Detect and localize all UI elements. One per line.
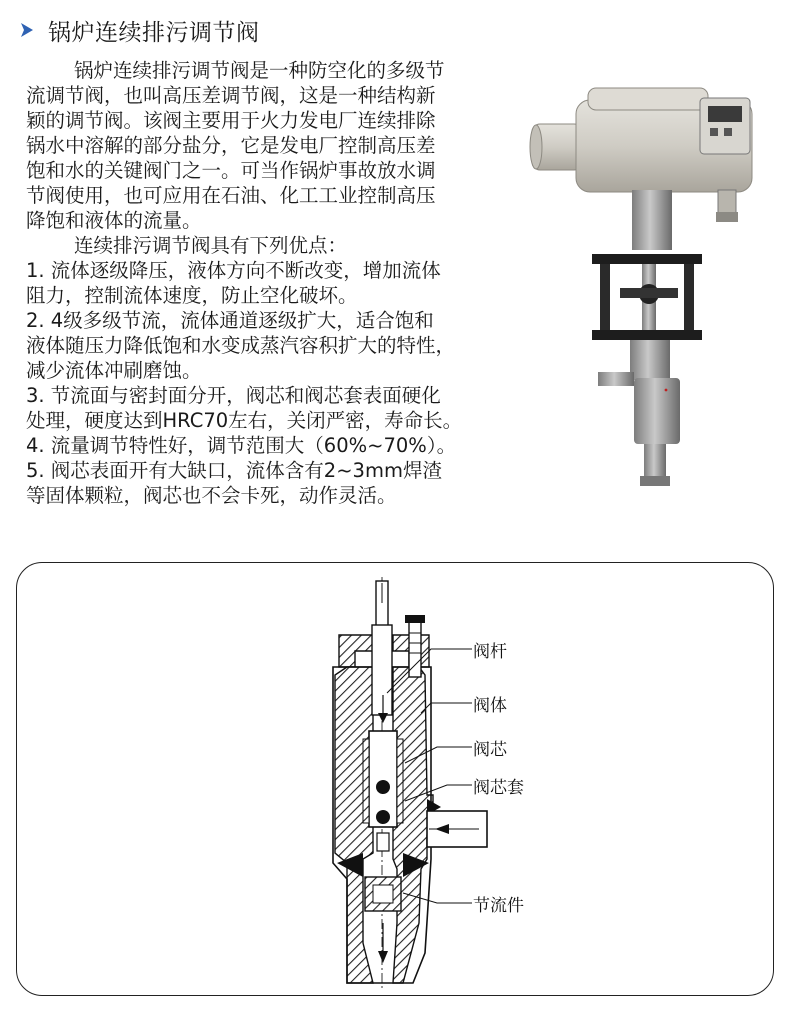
arrow-bullet-icon xyxy=(20,22,34,38)
intro-line: 颖的调节阀。该阀主要用于火力发电厂连续排除 xyxy=(26,109,436,132)
intro-line: 锅炉连续排污调节阀是一种防空化的多级节 xyxy=(74,59,445,82)
advantage-line: 液体随压力降低饱和水变成蒸汽容积扩大的特性， xyxy=(26,334,456,357)
valve-photo xyxy=(528,78,778,498)
label-core: 阀芯 xyxy=(473,740,507,760)
advantage-line: 1. 流体逐级降压，液体方向不断改变，增加流体 xyxy=(26,259,441,282)
advantage-line: 2. 4级多级节流，流体通道逐级扩大，适合饱和 xyxy=(26,309,434,332)
label-throttle: 节流件 xyxy=(473,896,524,916)
cross-section-drawing xyxy=(17,563,773,995)
valve-cross-section-diagram xyxy=(16,562,774,996)
advantage-line: 4. 流量调节特性好，调节范围大（60%~70%）。 xyxy=(26,434,457,457)
label-stem: 阀杆 xyxy=(473,642,507,662)
advantage-line: 减少流体冲刷磨蚀。 xyxy=(26,359,202,382)
advantage-line: 处理，硬度达到HRC70左右，关闭严密，寿命长。 xyxy=(26,409,463,432)
label-sleeve: 阀芯套 xyxy=(473,778,524,798)
advantage-line: 3. 节流面与密封面分开，阀芯和阀芯套表面硬化 xyxy=(26,384,441,407)
advantage-line: 等固体颗粒，阀芯也不会卡死，动作灵活。 xyxy=(26,484,397,507)
advantage-line: 5. 阀芯表面开有大缺口，流体含有2~3mm焊渣 xyxy=(26,459,442,482)
intro-line: 饱和水的关键阀门之一。可当作锅炉事故放水调 xyxy=(26,159,436,182)
advantages-heading: 连续排污调节阀具有下列优点： xyxy=(74,234,348,257)
advantage-line: 阻力，控制流体速度，防止空化破坏。 xyxy=(26,284,358,307)
intro-line: 节阀使用，也可应用在石油、化工工业控制高压 xyxy=(26,184,436,207)
description-text xyxy=(26,58,512,508)
intro-line: 流调节阀，也叫高压差调节阀，这是一种结构新 xyxy=(26,84,436,107)
intro-line: 降饱和液体的流量。 xyxy=(26,209,202,232)
intro-line: 锅水中溶解的部分盐分，它是发电厂控制高压差 xyxy=(26,134,436,157)
page-title: 锅炉连续排污调节阀 xyxy=(48,19,260,46)
section-header xyxy=(20,14,260,46)
label-body: 阀体 xyxy=(473,696,507,716)
